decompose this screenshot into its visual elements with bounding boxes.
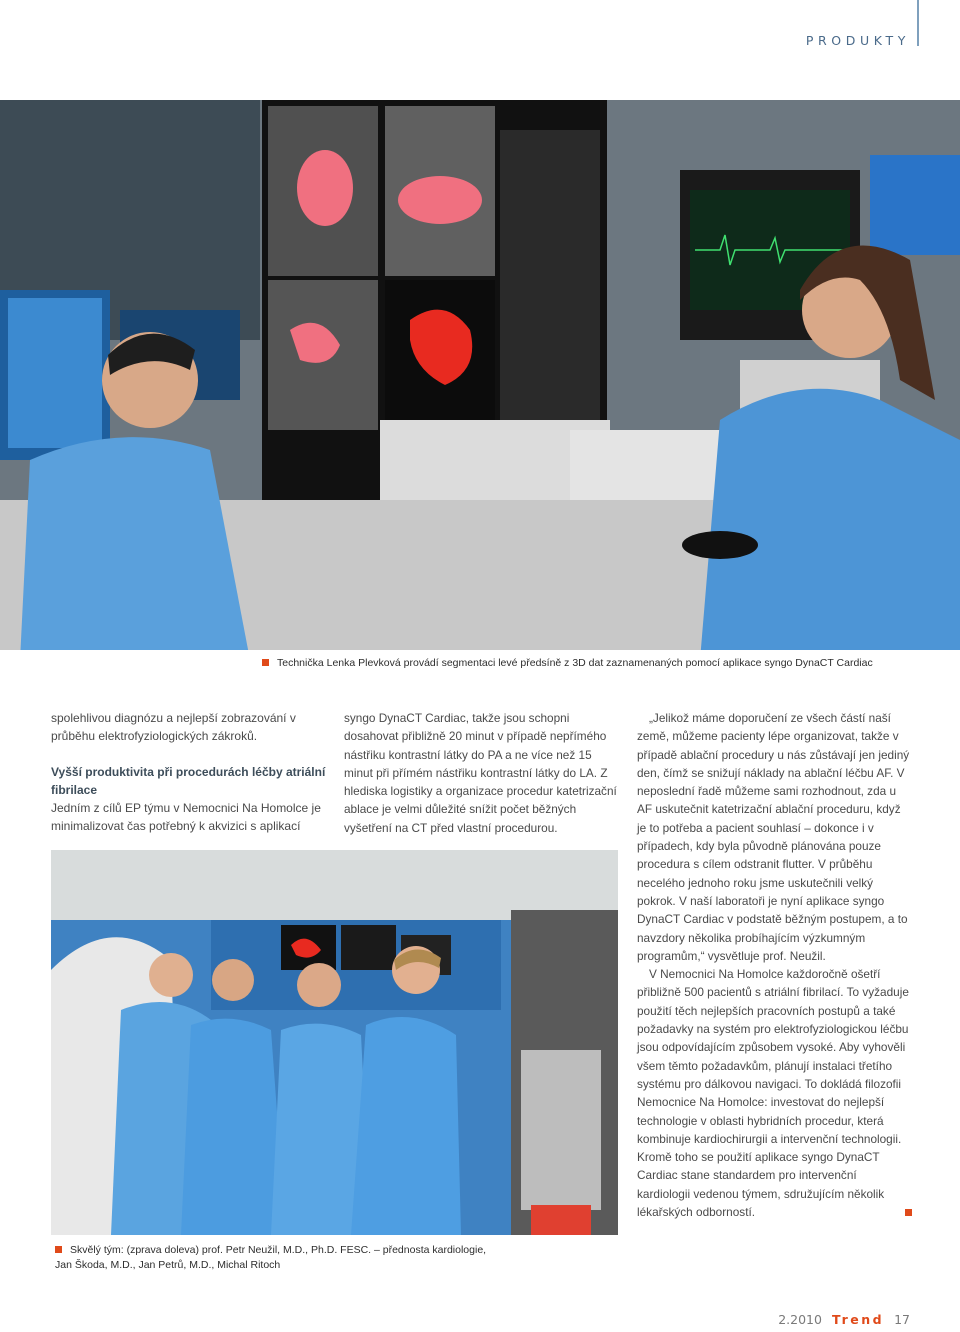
column2-text: syngo DynaCT Cardiac, takže jsou schopni dosahovat přibližně 20 minut v případě nepřímého nástřiku kontrastní látky do PA a ne více než 15 minut při přímém nástřiku kontrastní látky do LA. Z hlediska logistiky a organizace procedur katetrizační ablace je velmi důležité snížit počet běžných vyšetření na CT před vlastní procedurou. (344, 711, 617, 835)
photo-control-room (0, 100, 960, 650)
column3-paragraph-2: V Nemocnici Na Homolce každoročně ošetří přibližně 500 pacientů s atriální fibrilací. To vyžaduje použití těch nejlepších pracovních postupů a také požadavky na systém pro elektrofyziologickou léčbu jsou odpovídajícím způsobem vysoké. Aby vyhověli všem těmto požadavkům, plánují instalaci třetího systému pro dálkovou navigaci. To dokládá filozofii Nemocnice Na Homolce: investovat do nejlepší technologie v oblasti hybridních procedur, která kombinuje kardiochirurgii a intervenční technologii. Kromě toho se použití aplikace syngo DynaCT Cardiac stane standardem pro intervenční kardiologii vedenou týmem, sdružujícím několik lékařských odborností. (637, 965, 912, 1221)
column1-text: Jedním z cílů EP týmu v Nemocnici Na Homolce je minimalizovat čas potřebný k akvizici s aplikací (51, 801, 321, 834)
caption-bottom: Skvělý tým: (zprava doleva) prof. Petr Neužil, M.D., Ph.D. FESC. – přednosta kardiologie, Jan Škoda, M.D., Jan Petrů, M.D., Michal Ritoch (55, 1244, 487, 1271)
page-footer (778, 1312, 910, 1327)
header-rule (917, 0, 919, 46)
caption-top: Technička Lenka Plevková provádí segmentaci levé předsíně z 3D dat zaznamenaných pomocí aplikace syngo DynaCT Cardiac (262, 657, 952, 669)
column1-heading: Vyšší produktivita při procedurách léčby atriální fibrilace (51, 764, 326, 797)
column3-paragraph-1: „Jelikož máme doporučení ze všech částí naší země, můžeme pacienty lépe organizovat, takže v případě ablační procedury u nás zůstávají jen jediný den, čímž se snižují náklady na ablační léčbu AF. V neposlední řadě můžeme sami rozhodnout, zda u AF uskutečnit katetrizační ablační proceduru, když je to potřeba a pacient souhlasí – dokonce i v případech, kdy byla původně plánována pouze procedura s cílem odstranit flutter. V průběhu necelého jednoho roku jsme uskutečnili velký pokrok. V naší laboratoři je nyní aplikace syngo DynaCT Cardiac v podstatě běžným postupem, a to navzdory několika probíhajícím výzkumným programům,“ vysvětluje prof. Neužil. (637, 711, 910, 963)
page-number: 17 (894, 1312, 910, 1327)
photo-team (51, 850, 618, 1235)
column-3 (637, 709, 912, 1221)
section-label: PRODUKTY (805, 33, 910, 48)
end-square-icon (905, 1209, 912, 1216)
issue-number: 2.2010 (778, 1312, 822, 1327)
column1-intro: spolehlivou diagnózu a nejlepší zobrazování v průběhu elektrofyziologických zákroků. (51, 711, 296, 744)
bullet-square-icon (55, 1246, 62, 1253)
bullet-square-icon (262, 659, 269, 666)
column-2 (344, 709, 619, 837)
column-1 (51, 709, 336, 836)
magazine-brand: Trend (831, 1312, 885, 1327)
